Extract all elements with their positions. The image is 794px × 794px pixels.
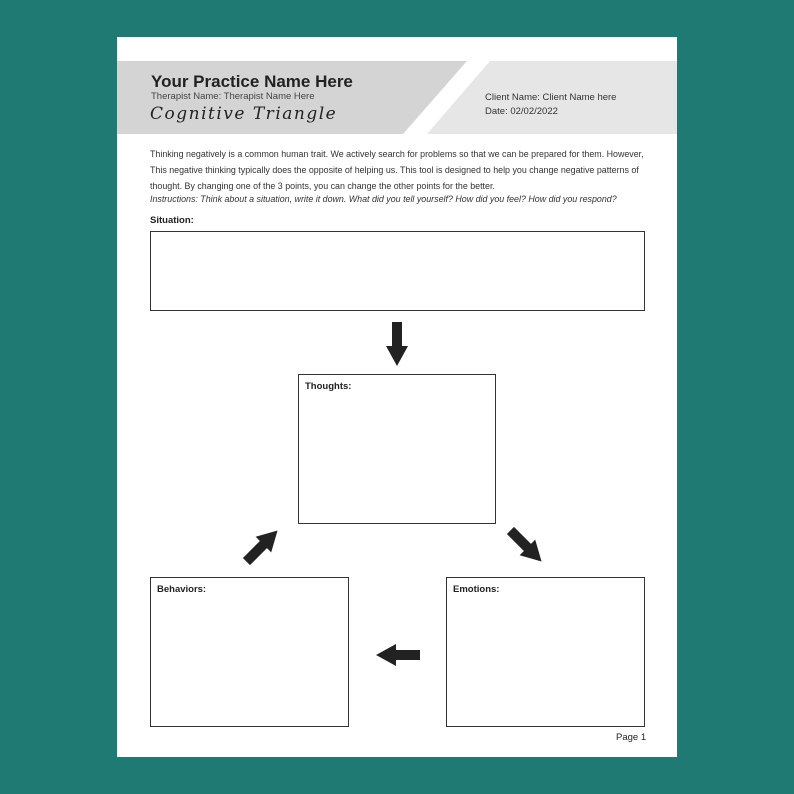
- intro-text: Thinking negatively is a common human trait. We actively search for problems so that we can be prepared for them. However, This negative thinking typically does the opposite of helping us. This tool is designed to help you change negative patterns of thought. By changing one of the 3 points, you can change the other points for the better.: [150, 149, 644, 191]
- behaviors-label: Behaviors:: [157, 584, 207, 595]
- emotions-label: Emotions:: [453, 584, 500, 595]
- practice-name: Your Practice Name Here: [151, 72, 353, 91]
- thoughts-label: Thoughts:: [305, 381, 352, 392]
- worksheet-title: Cognitive Triangle: [150, 104, 338, 124]
- worksheet-page: [117, 37, 677, 757]
- arrow-left-icon: [376, 644, 420, 666]
- page-number: Page 1: [616, 732, 647, 743]
- arrow-down-right-icon: [503, 523, 550, 570]
- client-name: Client Name: Client Name here: [485, 92, 617, 103]
- arrows: [117, 37, 677, 757]
- date: Date: 02/02/2022: [485, 106, 558, 117]
- instructions-text: Instructions: Think about a situation, write it down. What did you tell yourself? How did you feel? How did you respond?: [150, 194, 617, 204]
- situation-label: Situation:: [150, 215, 194, 226]
- therapist-name: Therapist Name: Therapist Name Here: [151, 91, 315, 102]
- arrow-down-icon: [386, 322, 408, 366]
- arrow-up-right-icon: [239, 523, 286, 570]
